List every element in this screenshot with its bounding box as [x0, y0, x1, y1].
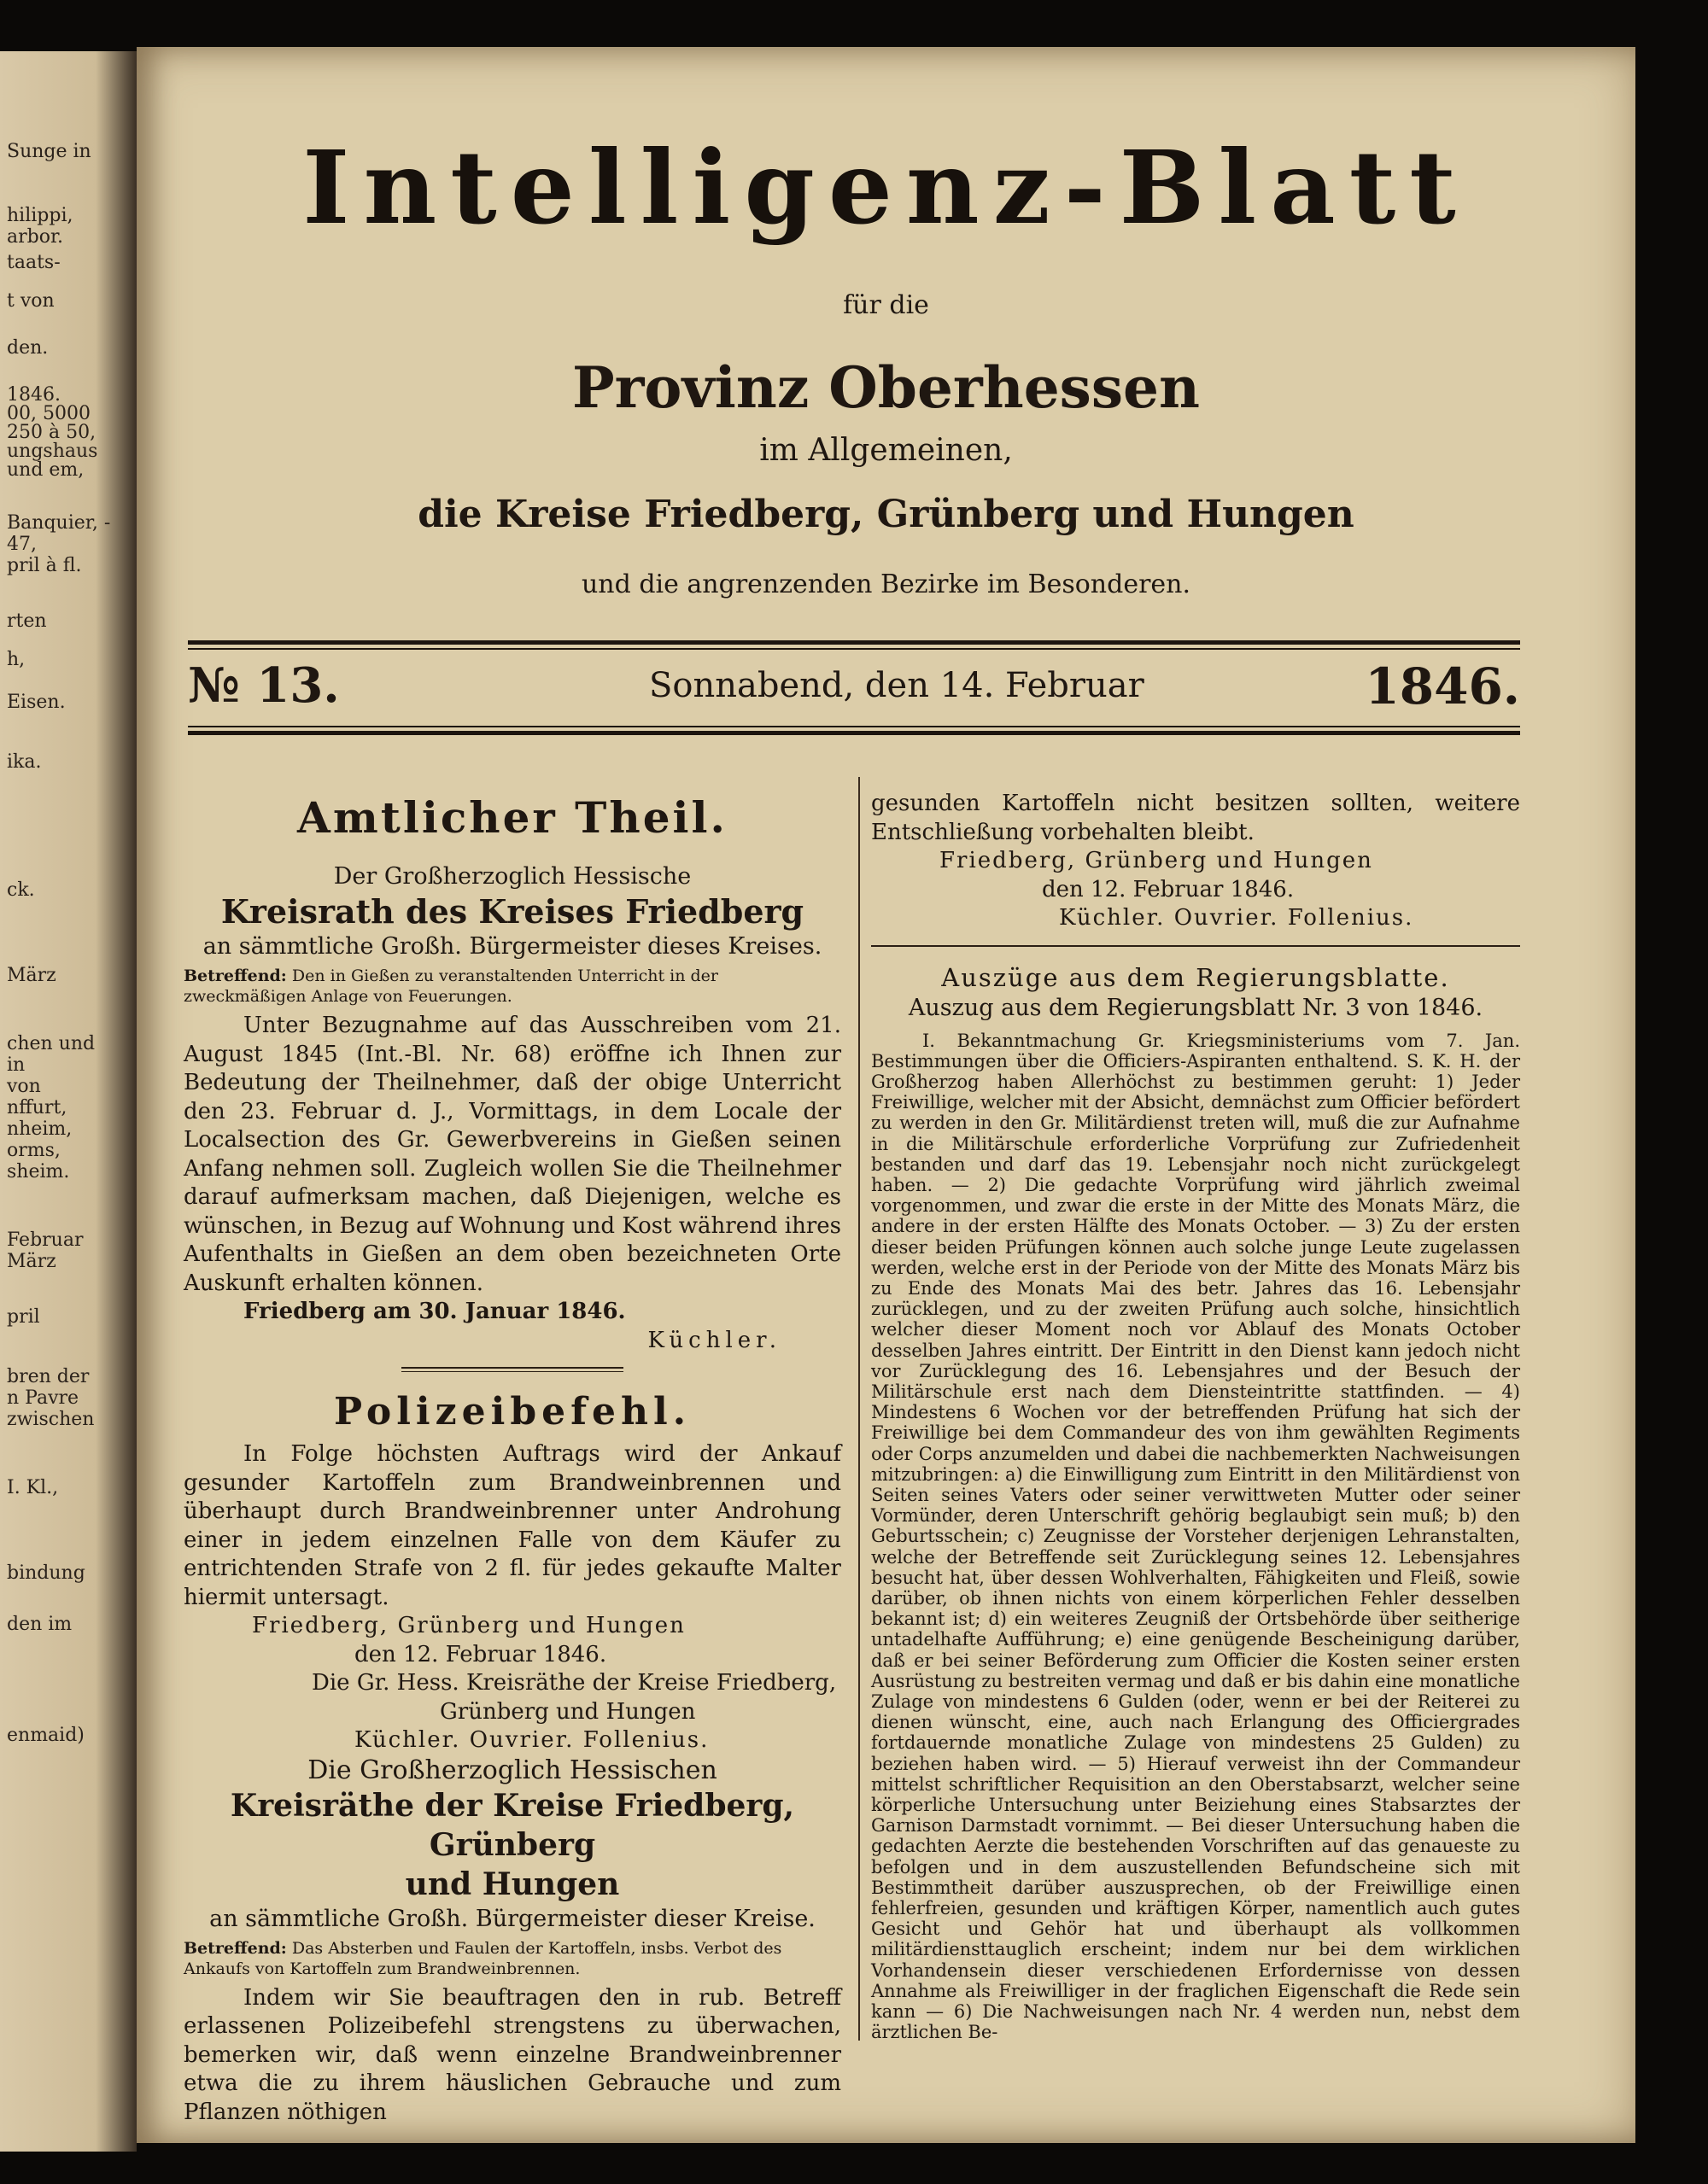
margin-fragment: hilippi,: [7, 205, 73, 226]
margin-fragment: Sunge in: [7, 141, 91, 162]
notice2-signatures: Küchler. Ouvrier. Follenius.: [354, 1727, 710, 1753]
notice1-to: an sämmtliche Großh. Bürgermeister dieses Kreises.: [202, 933, 822, 960]
margin-fragment: ck.: [7, 879, 35, 901]
right-date: den 12. Februar 1846.: [1042, 876, 1295, 902]
margin-fragment: pril à fl.: [7, 555, 82, 576]
left-column: [184, 790, 841, 2127]
margin-fragment: n Pavre: [7, 1387, 79, 1409]
extracts-subheading: Auszug aus dem Regierungsblatt Nr. 3 von 1846.: [908, 994, 1483, 1021]
margin-fragment: I. Kl.,: [7, 1477, 59, 1498]
margin-fragment: chen und: [7, 1033, 96, 1054]
margin-fragment: 47,: [7, 534, 37, 555]
margin-fragment: in: [7, 1054, 26, 1076]
margin-fragment: rten: [7, 610, 47, 632]
notice3-from-2: Kreisräthe der Kreise Friedberg, Grünberg: [230, 1787, 795, 1863]
masthead-line-5: und die angrenzenden Bezirke im Besonderen.: [581, 569, 1191, 599]
notice1-from-1: Der Großherzoglich Hessische: [333, 863, 692, 890]
notice2-place: Friedberg, Grünberg und Hungen: [252, 1613, 686, 1638]
notice3-subject-text: Das Absterben und Faulen der Kartoffeln, insbs. Verbot des Ankaufs von Kartoffeln zum Brandweinbrennen.: [184, 1938, 782, 1978]
extracts-heading: Auszüge aus dem Regierungsblatte.: [941, 962, 1450, 992]
margin-fragment: ika.: [7, 751, 42, 773]
notice2-title: Polizeibefehl.: [333, 1390, 692, 1434]
notice2-date: den 12. Februar 1846.: [354, 1641, 607, 1667]
margin-fragment: März: [7, 1251, 56, 1272]
margin-fragment: h,: [7, 649, 26, 670]
notice1-from-2: Kreisrath des Kreises Friedberg: [220, 892, 804, 931]
margin-fragment: bren der: [7, 1366, 90, 1387]
notice3-from-1: Die Großherzoglich Hessischen: [307, 1755, 717, 1785]
extracts-body: I. Bekanntmachung Gr. Kriegsministeriums vom 7. Jan. Bestimmungen über die Officiers-Aspiranten enthaltend. S. K. H. der Großherzog haben Allerhöchst zu bestimmen geruht: 1) Jeder Freiwillige, welcher mit der Absicht, demnächst zum Officier befördert zu werden in den Gr. Militärdienst treten will, muß die zur Aufnahme in die Militärschule erforderliche Vorprüfung zur Zufriedenheit bestanden und darf das 19. Lebensjahr noch nicht zurückgelegt haben. — 2) Die gedachte Vorprüfung wird jährlich zweimal vorgenommen, und zwar die erste in der Mitte des Monats März, die andere in der ersten Hälfte des Monats October. — 3) Zu der ersten dieser beiden Prüfungen können auch solche junge Leute zugelassen werden, welche erst in der Periode von der Mitte des Monats März bis zu Ende des Monats Mai des betr. Jahres das 16. Lebensjahr zurücklegen, und zu der zweiten Prüfung auch solche, hinsichtlich welcher dieser Moment noch vor Ablauf des Monats October desselben Jahres eintritt. Der Eintritt in den Dienst kann jedoch nicht vor Zurücklegung des 16. Lebensjahres und der Besuch der Militärschule erst nach dem Diensteintritte stattfinden. — 4) Mindestens 6 Wochen vor der betreffenden Prüfung hat sich der Freiwillige bei dem Commandeur des von ihm gewählten Regiments oder Corps anzumelden und dabei die nachbemerkten Nachweisungen mitzubringen: a) die Einwilligung zum Eintritt in den Militärdienst von Seiten seines Vaters oder seiner verwittweten Mutter oder seiner Vormünder, deren Unterschrift gehörig beglaubigt sein muß; b) den Geburtsschein; c) Zeugnisse der Vorsteher derjenigen Lehranstalten, welche der Betreffende seit Zurücklegung seines 12. Lebensjahres besucht hat, über dessen Wohlverhalten, Fähigkeiten und Fleiß, sowie darüber, ob ihnen nichts von einem körperlichen Fehler desselben bekannt ist; d) ein weiteres Zeugniß der Ortsbehörde über seitherige untadelhafte Aufführung; e) eine genügende Bescheinigung darüber, daß er bei seiner Beförderung zum Officier die Kosten seiner ersten Ausrüstung zu bestreiten vermag und daß er bis dahin eine monatliche Zulage von mindestens 6 Gulden (oder, wenn er bei der Reiterei zu dienen wünscht, eine, auch nach Erlangung des Officiergrades fortdauernde monatliche Zulage von mindestens 25 Gulden) zu beziehen haben wird. — 5) Hierauf verweist ihn der Commandeur mittelst schriftlicher Requisition an den Oberstabsarzt, welcher seine körperliche Untersuchung unter Beiziehung eines Stabsarztes der Garnison Darmstadt vornimmt. — Bei dieser Untersuchung haben die gedachten Aerzte die bestehenden Vorschriften auf das genaueste zu befolgen und in dem auszustellenden Befundscheine sich mit Bestimmtheit darüber auszusprechen, ob der Freiwillige einen fehlerfreien, gesunden und kräftigen Körper, namentlich auch gutes Gesicht und Gehör hat und überhaupt als vollkommen militärdiensttauglich erscheint; indem nur bei dem wirklichen Vorhandensein dieser verschiedenen Erfordernisse von dessen Annahme als Freiwilliger in der fraglichen Eigenschaft die Rede sein kann — 6) Die Nachweisungen nach Nr. 4 werden nun, nebst dem ärztlichen Be-: [871, 1030, 1520, 2043]
margin-fragment: nffurt,: [7, 1097, 67, 1118]
margin-fragment: und em,: [7, 459, 85, 481]
right-signatures: Küchler. Ouvrier. Follenius.: [1059, 905, 1414, 931]
column-divider: [858, 777, 860, 2041]
margin-fragment: bindung: [7, 1562, 85, 1584]
issue-number: № 13.: [188, 657, 340, 714]
masthead-line-3: im Allgemeinen,: [759, 433, 1013, 468]
margin-fragment: zwischen: [7, 1409, 95, 1430]
notice2-authority-2: Grünberg und Hungen: [440, 1698, 696, 1725]
top-rule-thin: [188, 648, 1520, 650]
section-title: Amtlicher Theil.: [297, 792, 728, 843]
margin-fragment: orms,: [7, 1140, 61, 1161]
masthead-line-4: die Kreise Friedberg, Grünberg und Hungen: [418, 493, 1354, 536]
margin-fragment: März: [7, 965, 56, 986]
notice3-to: an sämmtliche Großh. Bürgermeister dieser Kreise.: [209, 1905, 816, 1932]
issue-date: Sonnabend, den 14. Februar: [649, 666, 1144, 705]
top-rule-thick: [188, 640, 1520, 645]
right-column: [871, 790, 1520, 2042]
bottom-rule-thick: [188, 731, 1520, 735]
masthead-title: Intelligenz-Blatt: [302, 128, 1470, 247]
bottom-rule-thin: [188, 726, 1520, 727]
notice3-from-3: und Hungen: [405, 1866, 620, 1902]
margin-fragment: pril: [7, 1306, 40, 1328]
margin-fragment: 250 à 50,: [7, 422, 97, 443]
margin-fragment: den im: [7, 1614, 73, 1635]
margin-fragment: Februar: [7, 1229, 84, 1251]
notice1-subject-label: Betreffend:: [184, 966, 287, 985]
issue-year: 1846.: [1365, 657, 1520, 715]
notice1-signature: Küchler.: [647, 1327, 781, 1353]
notice1-subject: [184, 966, 841, 1007]
margin-fragment: taats-: [7, 252, 61, 273]
margin-fragment: arbor.: [7, 226, 64, 248]
notice1-place-date: Friedberg am 30. Januar 1846.: [243, 1299, 626, 1324]
adjacent-page-edge: [0, 51, 137, 2152]
right-place: Friedberg, Grünberg und Hungen: [939, 848, 1373, 873]
dateline: [188, 657, 1520, 726]
masthead-line-1: für die: [843, 290, 929, 320]
margin-fragment: t von: [7, 290, 55, 312]
masthead-line-2: Provinz Oberhessen: [572, 354, 1200, 421]
notice3-subject: [184, 1938, 841, 1979]
margin-fragment: 1846.: [7, 384, 61, 406]
notice3-subject-label: Betreffend:: [184, 1938, 287, 1958]
continuation-text: gesunden Kartoffeln nicht besitzen sollten, weitere Entschließung vorbehalten bleibt.: [871, 791, 1520, 845]
margin-fragment: 00, 5000: [7, 403, 91, 424]
notice1-body: Unter Bezugnahme auf das Ausschreiben vom 21. August 1845 (Int.-Bl. Nr. 68) eröffne ich Ihnen zur Bedeutung der Theilnehmer, daß der obige Unterricht den 23. Februar d. J., Vormittags, in dem Locale der Localsection des Gr. Gewerbvereins in Gießen seinen Anfang nehmen soll. Zugleich wollen Sie die Theilnehmer darauf aufmerksam machen, daß Diejenigen, welche es wünschen, in Bezug auf Wohnung und Kost während ihres Aufenthalts in Gießen an dem oben bezeichneten Orte Auskunft erhalten können.: [184, 1013, 841, 1296]
margin-fragment: ungshaus: [7, 441, 98, 462]
margin-fragment: Banquier, -: [7, 512, 111, 534]
notice2-body: In Folge höchsten Auftrags wird der Ankauf gesunder Kartoffeln zum Brandweinbrennen und überhaupt durch Brandweinbrenner unter Androhung einer in jedem einzelnen Falle von dem Käufer zu entrichtenden Strafe von 2 fl. für jedes gekaufte Malter hiermit untersagt.: [184, 1441, 841, 1610]
notice3-body: Indem wir Sie beauftragen den in rub. Betreff erlassenen Polizeibefehl strengstens zu überwachen, bemerken wir, daß wenn einzelne Brandweinbrenner etwa die zu ihrem häuslichen Gebrauche und zum Pflanzen nöthigen: [184, 1984, 841, 2125]
newspaper-page: [137, 47, 1635, 2143]
margin-fragment: von: [7, 1076, 41, 1097]
margin-fragment: Eisen.: [7, 692, 66, 713]
margin-fragment: sheim.: [7, 1161, 70, 1183]
separator: [401, 1367, 623, 1372]
margin-fragment: enmaid): [7, 1725, 85, 1746]
notice2-authority-1: Die Gr. Hess. Kreisräthe der Kreise Friedberg,: [312, 1670, 837, 1696]
margin-fragment: nheim,: [7, 1118, 73, 1140]
notice1-subject-text: Den in Gießen zu veranstaltenden Unterricht in der zweckmäßigen Anlage von Feuerungen.: [184, 966, 718, 1006]
margin-fragment: den.: [7, 337, 49, 359]
